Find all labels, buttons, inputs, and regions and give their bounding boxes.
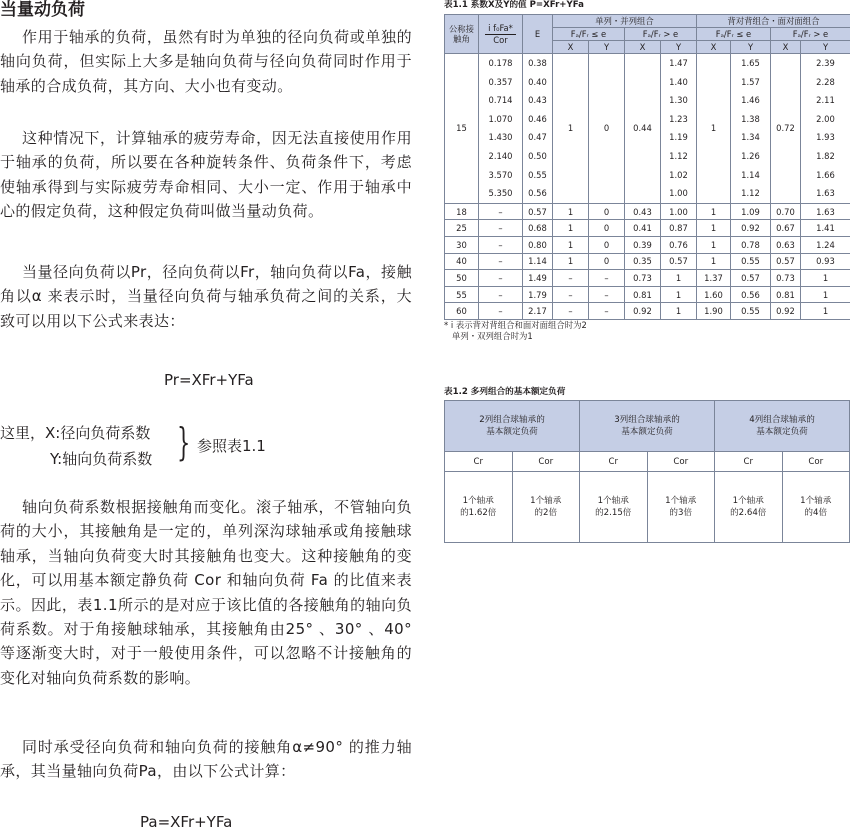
header-y: Y <box>589 41 625 54</box>
table-cell: 1 <box>697 220 731 237</box>
table-row <box>445 220 850 237</box>
y2-cell: 1.47 1.40 1.30 1.23 1.19 1.12 1.02 1.00 <box>661 54 697 204</box>
table-cell: 0.43 <box>625 203 661 220</box>
table-cell: 0.39 <box>625 236 661 253</box>
def-y: Y:轴向负荷系数 <box>0 446 152 472</box>
value-cell: 1个轴承 的2倍 <box>512 472 580 543</box>
group-4-row: 4列组合球轴承的 基本额定负荷 <box>715 401 850 452</box>
table-cell: 1 <box>553 253 589 270</box>
table-cell: 1 <box>661 270 697 287</box>
table-cell: 0.35 <box>625 253 661 270</box>
header-pair-gt: Fₐ/Fᵣ > e <box>771 28 850 41</box>
table-cell: 0.92 <box>625 303 661 320</box>
table-cell: 0 <box>589 253 625 270</box>
table-cell: 2.17 <box>523 303 553 320</box>
table-cell: 0.63 <box>771 236 801 253</box>
table-cell: 25 <box>445 220 479 237</box>
table-cell: 0.92 <box>731 220 771 237</box>
sub-header: Cr <box>445 452 513 472</box>
value-cell: 1个轴承 的3倍 <box>647 472 715 543</box>
paragraph-4: 轴向负荷系数根据接触角而变化。滚子轴承，不管轴向负荷的大小，其接触角是一定的，单列深沟球轴承或角接触球轴承，当轴向负荷变大时其接触角也变大。这种接触角的变化，可以用基本额定静负荷 Cor 和轴向负荷 Fa 的比值来表示。因此，表1.1所示的是对应于该比值的各接触角的轴向负荷系数。对于角接触球轴承，其接触角由25° 、30° 、40° 等逐渐变大时，对于一般使用条件，可以忽略不计接触角的变化对轴向负荷系数的影响。 <box>0 495 412 690</box>
table1-caption: 表1.1 系数X及Y的值 P=XFr+YFa <box>444 0 584 11</box>
e-cell: 0.38 0.40 0.43 0.46 0.47 0.50 0.55 0.56 <box>523 54 553 204</box>
coefficient-table <box>444 14 850 320</box>
table-cell: 0.73 <box>771 270 801 287</box>
coefficient-definitions <box>0 420 152 472</box>
sub-header: Cr <box>715 452 783 472</box>
x1-cell: 1 <box>553 54 589 204</box>
table-cell: 0.68 <box>523 220 553 237</box>
table-cell: 1 <box>697 236 731 253</box>
table-cell: 1 <box>553 236 589 253</box>
table-cell: 0.56 <box>731 286 771 303</box>
table-cell: 1.09 <box>731 203 771 220</box>
table-cell: – <box>589 270 625 287</box>
table-cell: 1.60 <box>697 286 731 303</box>
table-cell: 0.93 <box>801 253 850 270</box>
table-cell: 0.78 <box>731 236 771 253</box>
table-cell: 0.55 <box>731 253 771 270</box>
paragraph-2: 这种情况下，计算轴承的疲劳寿命，因无法直接使用作用于轴承的负荷，所以要在各种旋转条件、负荷条件下，考虑使轴承得到与实际疲劳寿命相同、大小一定、作用于轴承中心的假定负荷，这种假定负荷叫做当量动负荷。 <box>0 126 412 224</box>
table-cell: 1 <box>661 303 697 320</box>
y1-cell: 0 <box>589 54 625 204</box>
header-pair: 背对背组合・面对面组合 <box>697 15 850 28</box>
table-row <box>445 203 850 220</box>
table-cell: 0.92 <box>771 303 801 320</box>
ratio-cell: 0.178 0.357 0.714 1.070 1.430 2.140 3.570 5.350 <box>479 54 523 204</box>
sub-header: Cor <box>647 452 715 472</box>
brace-icon: } <box>177 423 190 461</box>
table-cell: 0.55 <box>731 303 771 320</box>
table-cell: 1.00 <box>661 203 697 220</box>
header-e: E <box>523 15 553 54</box>
table-cell: 55 <box>445 286 479 303</box>
x3-cell: 1 <box>697 54 731 204</box>
table-cell: 1 <box>801 286 850 303</box>
table-cell: – <box>479 270 523 287</box>
header-y: Y <box>801 41 850 54</box>
table-cell: 1.41 <box>801 220 850 237</box>
value-cell: 1个轴承 的4倍 <box>782 472 850 543</box>
table-cell: 1.79 <box>523 286 553 303</box>
table-cell: – <box>479 203 523 220</box>
table-cell: 0.57 <box>771 253 801 270</box>
table1-note-2: 单列・双列组合时为1 <box>452 331 533 342</box>
header-single-le: Fₐ/Fᵣ ≤ e <box>553 28 625 41</box>
table-row <box>445 472 850 543</box>
header-x: X <box>625 41 661 54</box>
table-row <box>445 286 850 303</box>
header-y: Y <box>661 41 697 54</box>
table-cell: – <box>553 270 589 287</box>
table-row <box>445 303 850 320</box>
header-pair-le: Fₐ/Fᵣ ≤ e <box>697 28 771 41</box>
table-cell: 1 <box>801 270 850 287</box>
table-cell: 18 <box>445 203 479 220</box>
table-cell: – <box>479 236 523 253</box>
table-cell: 0.57 <box>661 253 697 270</box>
table-cell: 60 <box>445 303 479 320</box>
table-cell: – <box>553 303 589 320</box>
sub-header: Cr <box>580 452 648 472</box>
sub-header: Cor <box>782 452 850 472</box>
table-row <box>445 236 850 253</box>
header-y: Y <box>731 41 771 54</box>
table-row <box>445 253 850 270</box>
table-row-15 <box>445 54 850 204</box>
table-cell: – <box>553 286 589 303</box>
y4-cell: 2.39 2.28 2.11 2.00 1.93 1.82 1.66 1.63 <box>801 54 850 204</box>
table-cell: 1.63 <box>801 203 850 220</box>
header-x: X <box>553 41 589 54</box>
header-single-gt: Fₐ/Fᵣ > e <box>625 28 697 41</box>
table-cell: 0 <box>589 236 625 253</box>
table-cell: 1 <box>661 286 697 303</box>
table-cell: 1 <box>801 303 850 320</box>
table-cell: 1 <box>553 220 589 237</box>
table-cell: 1.90 <box>697 303 731 320</box>
paragraph-5: 同时承受径向负荷和轴向负荷的接触角α≠90° 的推力轴承，其当量轴向负荷Pa，由以下公式计算： <box>0 735 412 784</box>
table-cell: 0.67 <box>771 220 801 237</box>
table1-note-1: * i 表示背对背组合和面对面组合时为2 <box>444 320 587 331</box>
table-cell: 0.87 <box>661 220 697 237</box>
table-cell: 0.76 <box>661 236 697 253</box>
def-reference: 参照表1.1 <box>197 436 266 456</box>
table-cell: 0.70 <box>771 203 801 220</box>
value-cell: 1个轴承 的2.15倍 <box>580 472 648 543</box>
table-cell: 30 <box>445 236 479 253</box>
x2-cell: 0.44 <box>625 54 661 204</box>
table-cell: 50 <box>445 270 479 287</box>
group-3-row: 3列组合球轴承的 基本额定负荷 <box>580 401 715 452</box>
group-2-row: 2列组合球轴承的 基本额定负荷 <box>445 401 580 452</box>
angle-cell: 15 <box>445 54 479 204</box>
multi-row-rating-table <box>444 400 850 543</box>
table-cell: 0.41 <box>625 220 661 237</box>
table-cell: – <box>589 286 625 303</box>
table-cell: – <box>479 303 523 320</box>
table-cell: – <box>589 303 625 320</box>
header-x: X <box>771 41 801 54</box>
table-cell: 1 <box>697 253 731 270</box>
table-cell: 40 <box>445 253 479 270</box>
table-cell: 0.80 <box>523 236 553 253</box>
table-row <box>445 270 850 287</box>
section-title: 当量动负荷 <box>0 0 85 20</box>
table-cell: – <box>479 220 523 237</box>
table-cell: – <box>479 253 523 270</box>
def-x: 这里，X:径向负荷系数 <box>0 420 152 446</box>
formula-pa: Pa=XFr+YFa <box>140 812 232 832</box>
table-cell: 0.81 <box>771 286 801 303</box>
table-cell: 1 <box>697 203 731 220</box>
paragraph-3: 当量径向负荷以Pr，径向负荷以Fr，轴向负荷以Fa，接触角以α 来表示时，当量径向负荷与轴承负荷之间的关系，大致可以用以下公式来表达： <box>0 260 412 333</box>
value-cell: 1个轴承 的2.64倍 <box>715 472 783 543</box>
header-single: 单列・并列组合 <box>553 15 697 28</box>
paragraph-1: 作用于轴承的负荷，虽然有时为单独的径向负荷或单独的轴向负荷，但实际上大多是轴向负荷与径向负荷同时作用于轴承的合成负荷，其方向、大小也有变动。 <box>0 25 412 98</box>
header-angle: 公称接触角 <box>445 15 479 54</box>
table-cell: 1.37 <box>697 270 731 287</box>
header-x: X <box>697 41 731 54</box>
table-cell: 0 <box>589 203 625 220</box>
table-cell: 0.81 <box>625 286 661 303</box>
table-cell: – <box>479 286 523 303</box>
table-cell: 1.49 <box>523 270 553 287</box>
table-cell: 1.14 <box>523 253 553 270</box>
table-cell: 1.24 <box>801 236 850 253</box>
table-cell: 0.73 <box>625 270 661 287</box>
formula-pr: Pr=XFr+YFa <box>164 370 254 390</box>
sub-header: Cor <box>512 452 580 472</box>
table-cell: 0.57 <box>731 270 771 287</box>
table-cell: 1 <box>553 203 589 220</box>
table-cell: 0.57 <box>523 203 553 220</box>
table2-caption: 表1.2 多列组合的基本额定负荷 <box>444 387 565 398</box>
y3-cell: 1.65 1.57 1.46 1.38 1.34 1.26 1.14 1.12 <box>731 54 771 204</box>
table-cell: 0 <box>589 220 625 237</box>
x4-cell: 0.72 <box>771 54 801 204</box>
header-ratio: i f₀Fa* Cor <box>479 15 523 54</box>
value-cell: 1个轴承 的1.62倍 <box>445 472 513 543</box>
